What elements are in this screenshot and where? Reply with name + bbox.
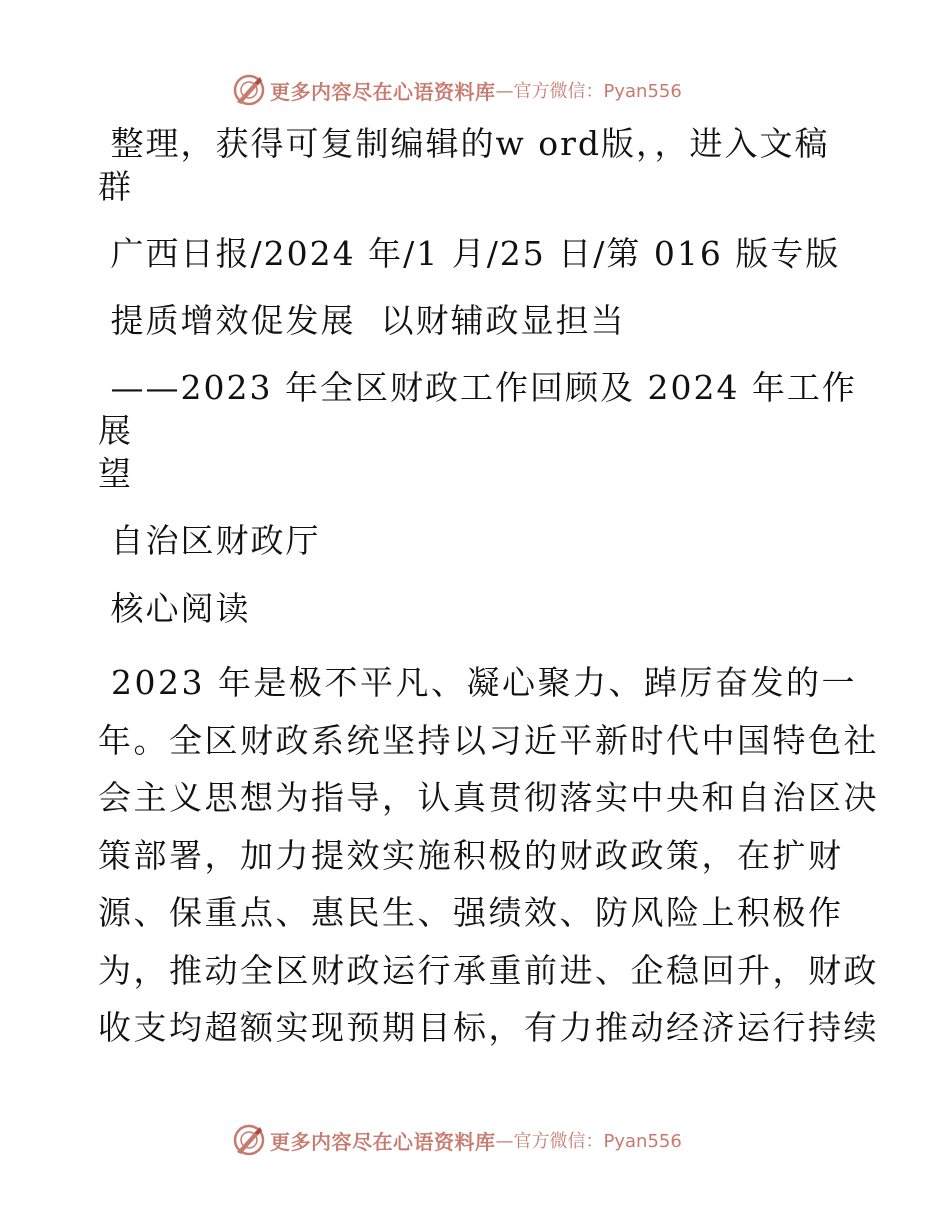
subtitle-line-2: 望 — [98, 454, 133, 493]
pen-logo-icon — [232, 1123, 266, 1157]
document-body — [98, 122, 879, 1057]
intro-paragraph — [98, 122, 858, 208]
body-line: 收支均超额实现预期目标，有力推动经济运行持续 — [98, 1008, 879, 1047]
document-subtitle — [98, 366, 858, 495]
body-line: 会主义思想为指导，认真贯彻落实中央和自治区决 — [98, 778, 879, 817]
section-heading: 核心阅读 — [98, 589, 251, 628]
intro-line-2: 群 — [98, 167, 133, 206]
document-title: 提质增效促发展 以财辅政显担当 — [98, 301, 626, 340]
header-banner — [232, 70, 682, 110]
footer-banner — [232, 1120, 682, 1160]
banner-wechat: —官方微信：Pyan556 — [495, 81, 682, 102]
source-line: 广西日报/2024 年/1 月/25 日/第 016 版专版 — [98, 234, 841, 273]
banner-wechat: —官方微信：Pyan556 — [495, 1131, 682, 1152]
body-paragraph — [98, 654, 879, 1057]
body-line: 为，推动全区财政运行承重前进、企稳回升，财政 — [98, 950, 879, 990]
body-line: 2023 年是极不平凡、凝心聚力、踔厉奋发的一 — [98, 663, 857, 702]
body-line: 源、保重点、惠民生、强绩效、防风险上积极作 — [98, 893, 844, 932]
body-line: 年。全区财政系统坚持以习近平新时代中国特色社 — [98, 720, 879, 760]
banner-title: 更多内容尽在心语资料库 — [270, 1129, 496, 1154]
pen-logo-icon — [232, 73, 266, 107]
intro-line-1: 整理，获得可复制编辑的w ord版，，进入文稿 — [98, 124, 830, 163]
banner-title: 更多内容尽在心语资料库 — [270, 79, 496, 104]
body-line: 策部署，加力提效实施积极的财政政策，在扩财 — [98, 835, 844, 875]
author-line: 自治区财政厅 — [98, 521, 321, 560]
subtitle-line-1: ——2023 年全区财政工作回顾及 2024 年工作展 — [98, 368, 857, 450]
